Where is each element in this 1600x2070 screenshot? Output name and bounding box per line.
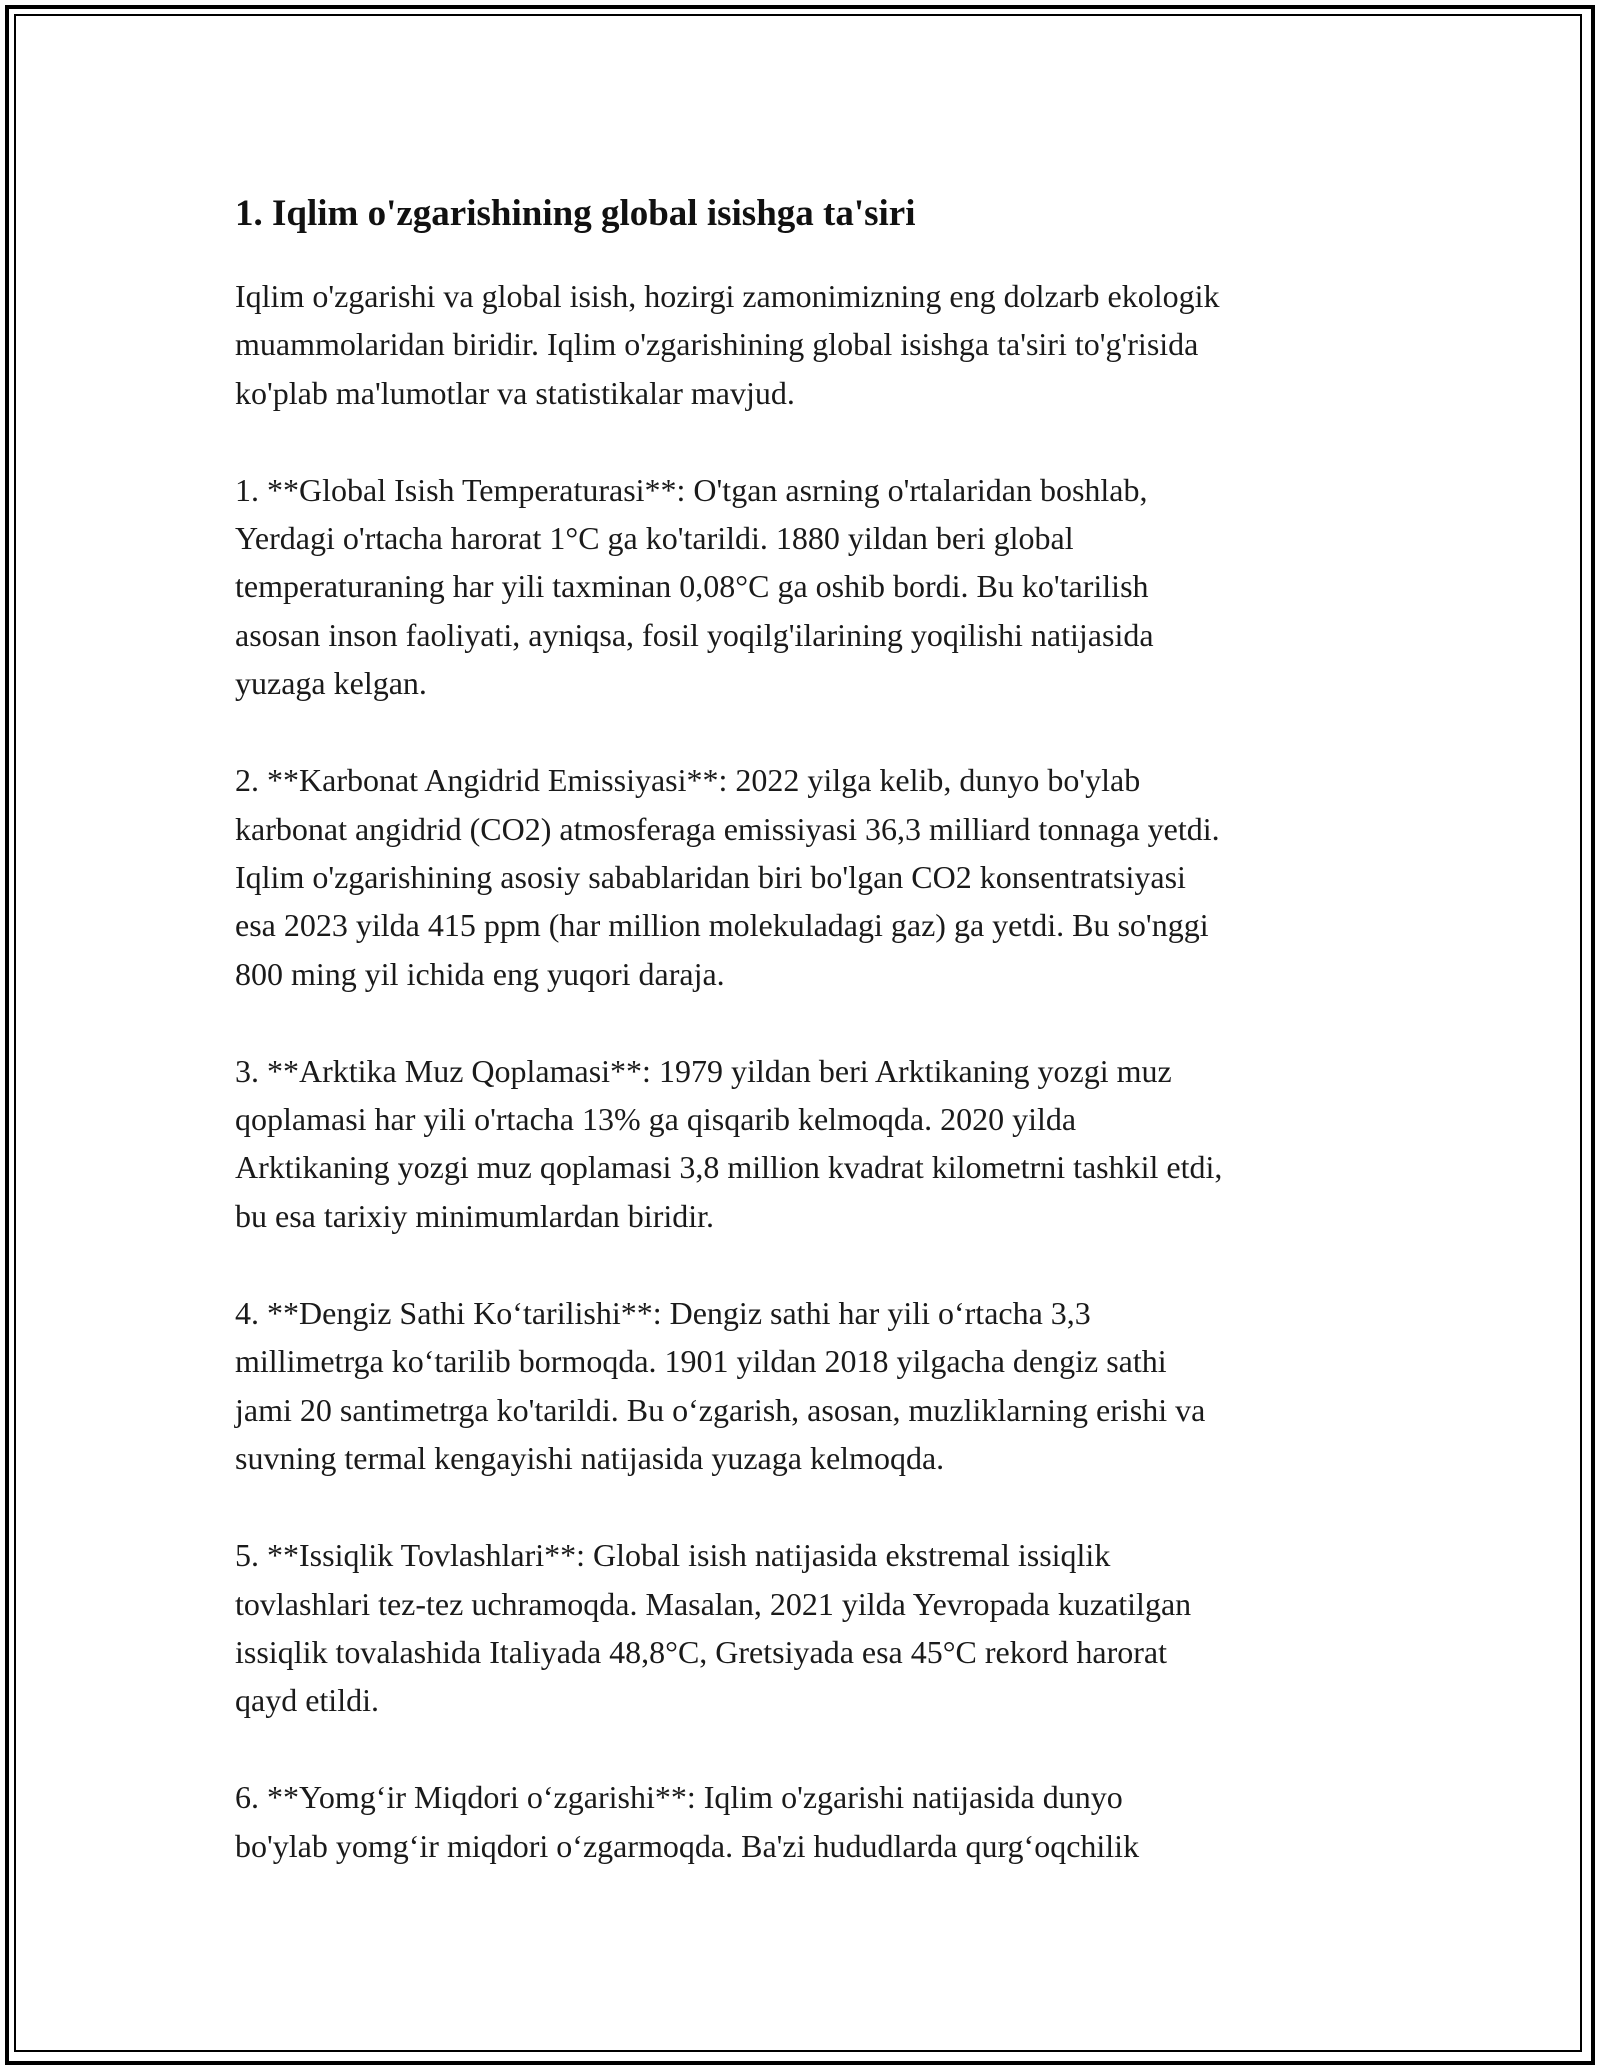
intro-paragraph: Iqlim o'zgarishi va global isish, hozirgi zamonimizning eng dolzarb ekologik muammolaridan biridir. Iqlim o'zgarishining global isishga ta'siri to'g'risida ko'plab ma'lumotlar va statistikalar mavjud. [235,278,1220,411]
section-sea-level: 4. **Dengiz Sathi Ko‘tarilishi**: Dengiz sathi har yili o‘rtacha 3,3 millimetrga ko‘tarilib bormoqda. 1901 yildan 2018 yilgacha dengiz sathi jami 20 santimetrga ko'tarildi. Bu o‘zgarish, asosan, muzliklarning erishi va suvning termal kengayishi natijasida yuzaga kelmoqda. [235,1295,1206,1476]
document-title: 1. Iqlim o'zgarishining global isishga ta'siri [235,193,916,234]
section-heat-waves: 5. **Issiqlik Tovlashlari**: Global isish natijasida ekstremal issiqlik tovlashlari tez-tez uchramoqda. Masalan, 2021 yilda Yevropada kuzatilgan issiqlik tovalashida Italiyada 48,8°C, Gretsiyada esa 45°C rekord harorat qayd etildi. [235,1537,1192,1719]
section-global-temperature: 1. **Global Isish Temperaturasi**: O'tgan asrning o'rtalaridan boshlab, Yerdagi o'rtacha harorat 1°C ga ko'tarildi. 1880 yildan beri global temperaturaning har yili taxminan 0,08°C ga oshib bordi. Bu ko'tarilish asosan inson faoliyati, ayniqsa, fosil yoqilg'ilarining yoqilishi natijasida yuzaga kelgan. [235,471,1154,702]
section-rainfall: 6. **Yomg‘ir Miqdori o‘zgarishi**: Iqlim o'zgarishi natijasida dunyo bo'ylab yomg‘ir miqdori o‘zgarmoqda. Ba'zi hududlarda qurg‘oqchilik [235,1779,1140,1864]
document-page [235,186,1385,1919]
section-co2-emissions: 2. **Karbonat Angidrid Emissiyasi**: 2022 yilga kelib, dunyo bo'ylab karbonat angidrid (CO2) atmosferaga emissiyasi 36,3 milliard tonnaga yetdi. Iqlim o'zgarishining asosiy sabablaridan biri bo'lgan CO2 konsentratsiyasi esa 2023 yilda 415 ppm (har million molekuladagi gaz) ga yetdi. Bu so'nggi 800 ming yil ichida eng yuqori daraja. [235,762,1220,992]
section-arctic-ice: 3. **Arktika Muz Qoplamasi**: 1979 yildan beri Arktikaning yozgi muz qoplamasi har yili o'rtacha 13% ga qisqarib kelmoqda. 2020 yilda Arktikaning yozgi muz qoplamasi 3,8 million kvadrat kilometrni tashkil etdi, bu esa tarixiy minimumlardan biridir. [235,1052,1223,1234]
